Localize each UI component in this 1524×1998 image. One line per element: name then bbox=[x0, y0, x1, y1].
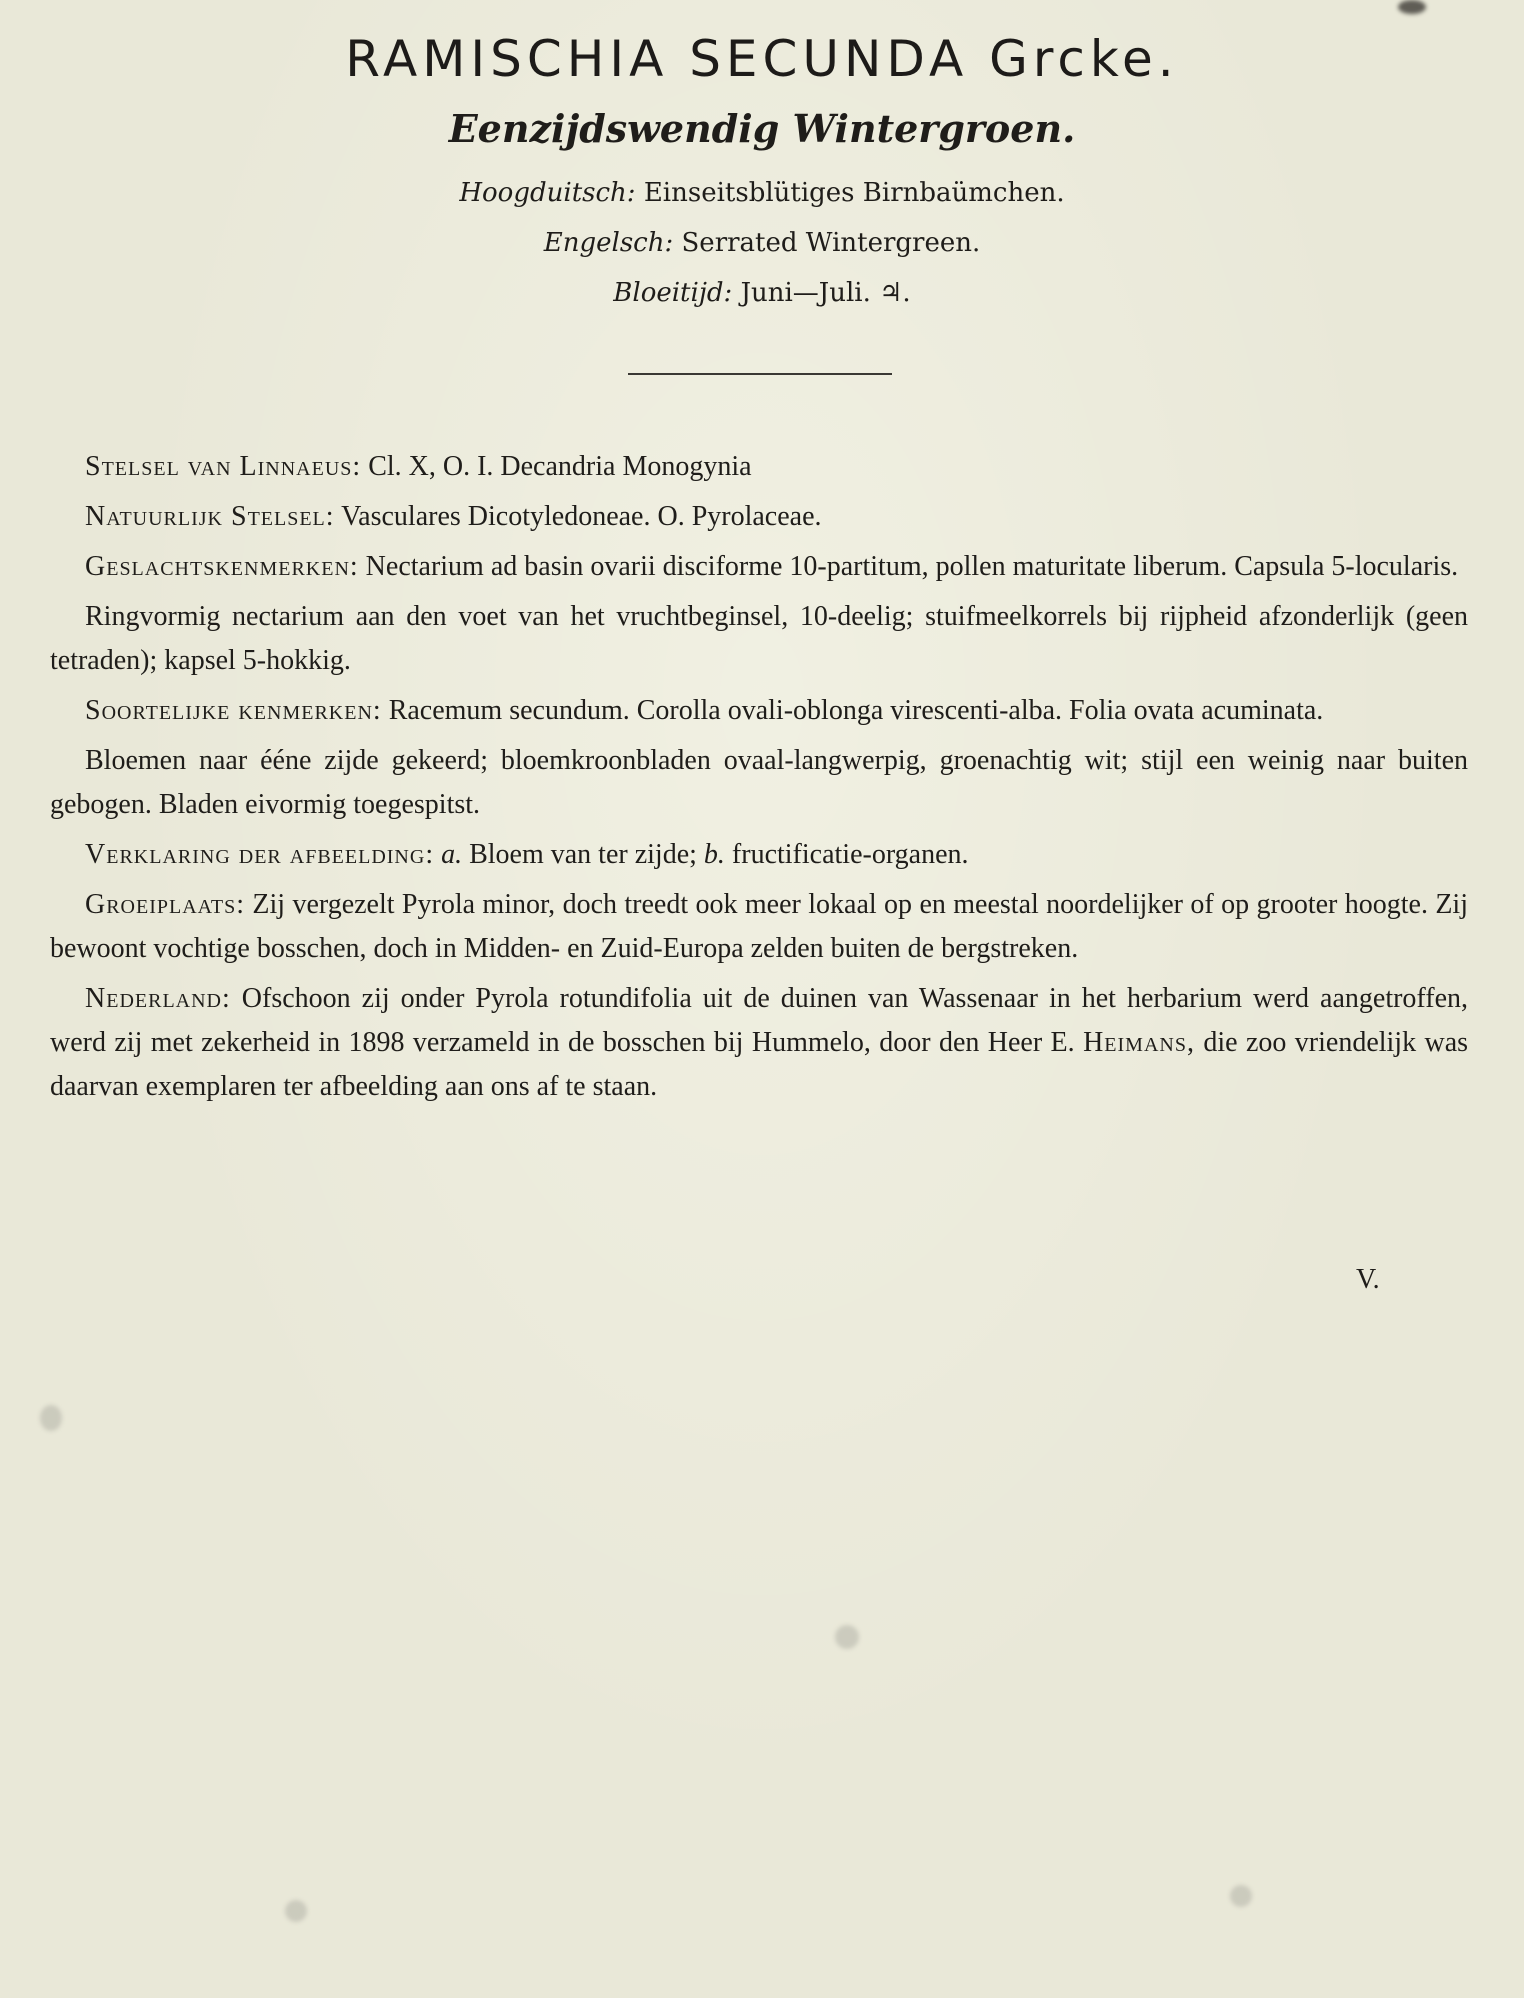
figure-b-text: fructificatie-organen. bbox=[731, 839, 969, 870]
bloom-time-line bbox=[0, 278, 1524, 308]
netherlands-text-1: Ofschoon zij onder Pyrola rotundifolia uit de duinen van Wassenaar in het herbarium werd aangetroffen, werd zij met zekerheid in 1898 verzameld in de bosschen bij Hummelo, door den Heer E. bbox=[50, 983, 1468, 1058]
english-value: Serrated Wintergreen. bbox=[681, 228, 981, 258]
paper-spot bbox=[40, 1405, 62, 1431]
habitat-text: Zij vergezelt Pyrola minor, doch treedt ook meer lokaal op en meestal noordelijker of op grooter hoogte. Zij bewoont vochtige bosschen, doch in Midden- en Zuid-Europa zelden buiten de bergstreken. bbox=[50, 889, 1468, 964]
english-name-line bbox=[0, 228, 1524, 258]
genus-dutch-paragraph bbox=[50, 595, 1468, 683]
netherlands-label: Nederland: bbox=[85, 983, 231, 1014]
habitat-label: Groeiplaats: bbox=[85, 889, 246, 920]
genus-latin-paragraph bbox=[50, 545, 1468, 589]
netherlands-text-2: die zoo vriendelijk was daarvan exemplaren ter afbeelding aan ons af te staan. bbox=[50, 1027, 1469, 1102]
author-initial: V. bbox=[1356, 1264, 1380, 1295]
dutch-name: Eenzijdswendig Wintergroen. bbox=[448, 106, 1076, 151]
paper-spot bbox=[835, 1625, 859, 1649]
species-dutch-paragraph bbox=[50, 739, 1468, 827]
linnaeus-paragraph bbox=[50, 445, 1468, 489]
page-title: RAMISCHIA SECUNDA Grcke. bbox=[345, 30, 1179, 88]
figure-a-text: Bloem van ter zijde; bbox=[469, 839, 697, 870]
german-label: Hoogduitsch: bbox=[459, 178, 636, 208]
figure-explanation-paragraph bbox=[50, 833, 1468, 877]
figure-b-marker: b. bbox=[703, 839, 725, 870]
paper-spot bbox=[1230, 1885, 1252, 1907]
natural-system-paragraph bbox=[50, 495, 1468, 539]
paper-spot bbox=[1398, 0, 1426, 14]
bloom-label: Bloeitijd: bbox=[613, 278, 733, 308]
genus-latin-text: Nectarium ad basin ovarii disciforme 10-partitum, pollen maturitate liberum. Capsula 5-locularis. bbox=[365, 551, 1459, 582]
habitat-paragraph bbox=[50, 883, 1468, 971]
genus-label: Geslachtskenmerken: bbox=[85, 551, 359, 582]
species-latin-paragraph bbox=[50, 689, 1468, 733]
linnaeus-label: Stelsel van Linnaeus: bbox=[85, 451, 362, 482]
linnaeus-text: Cl. X, O. I. Decandria Monogynia bbox=[368, 451, 752, 482]
species-dutch-text: Bloemen naar ééne zijde gekeerd; bloemkroonbladen ovaal-langwerpig, groenachtig wit; stijl een weinig naar buiten gebogen. Bladen eivormig toegespitst. bbox=[50, 745, 1468, 820]
paper-spot bbox=[285, 1900, 307, 1922]
german-value: Einseitsblütiges Birnbaümchen. bbox=[643, 178, 1065, 208]
species-label: Soortelijke kenmerken: bbox=[85, 695, 382, 726]
netherlands-paragraph bbox=[50, 977, 1468, 1109]
species-latin-text: Racemum secundum. Corolla ovali-oblonga virescenti-alba. Folia ovata acuminata. bbox=[388, 695, 1324, 726]
german-name-line bbox=[0, 178, 1524, 208]
natural-system-label: Natuurlijk Stelsel: bbox=[85, 501, 335, 532]
collector-name: Heimans, bbox=[1083, 1027, 1195, 1058]
genus-dutch-text: Ringvormig nectarium aan den voet van het vruchtbeginsel, 10-deelig; stuifmeelkorrels bij rijpheid afzonderlijk (geen tetraden); kapsel 5-hokkig. bbox=[50, 601, 1468, 676]
natural-system-text: Vasculares Dicotyledoneae. O. Pyrolaceae. bbox=[341, 501, 822, 532]
figure-label: Verklaring der afbeelding: bbox=[85, 839, 435, 870]
divider bbox=[628, 373, 892, 375]
figure-a-marker: a. bbox=[441, 839, 463, 870]
english-label: Engelsch: bbox=[543, 228, 674, 258]
bloom-value: Juni—Juli. ♃. bbox=[740, 278, 911, 308]
description-body bbox=[50, 445, 1468, 1115]
